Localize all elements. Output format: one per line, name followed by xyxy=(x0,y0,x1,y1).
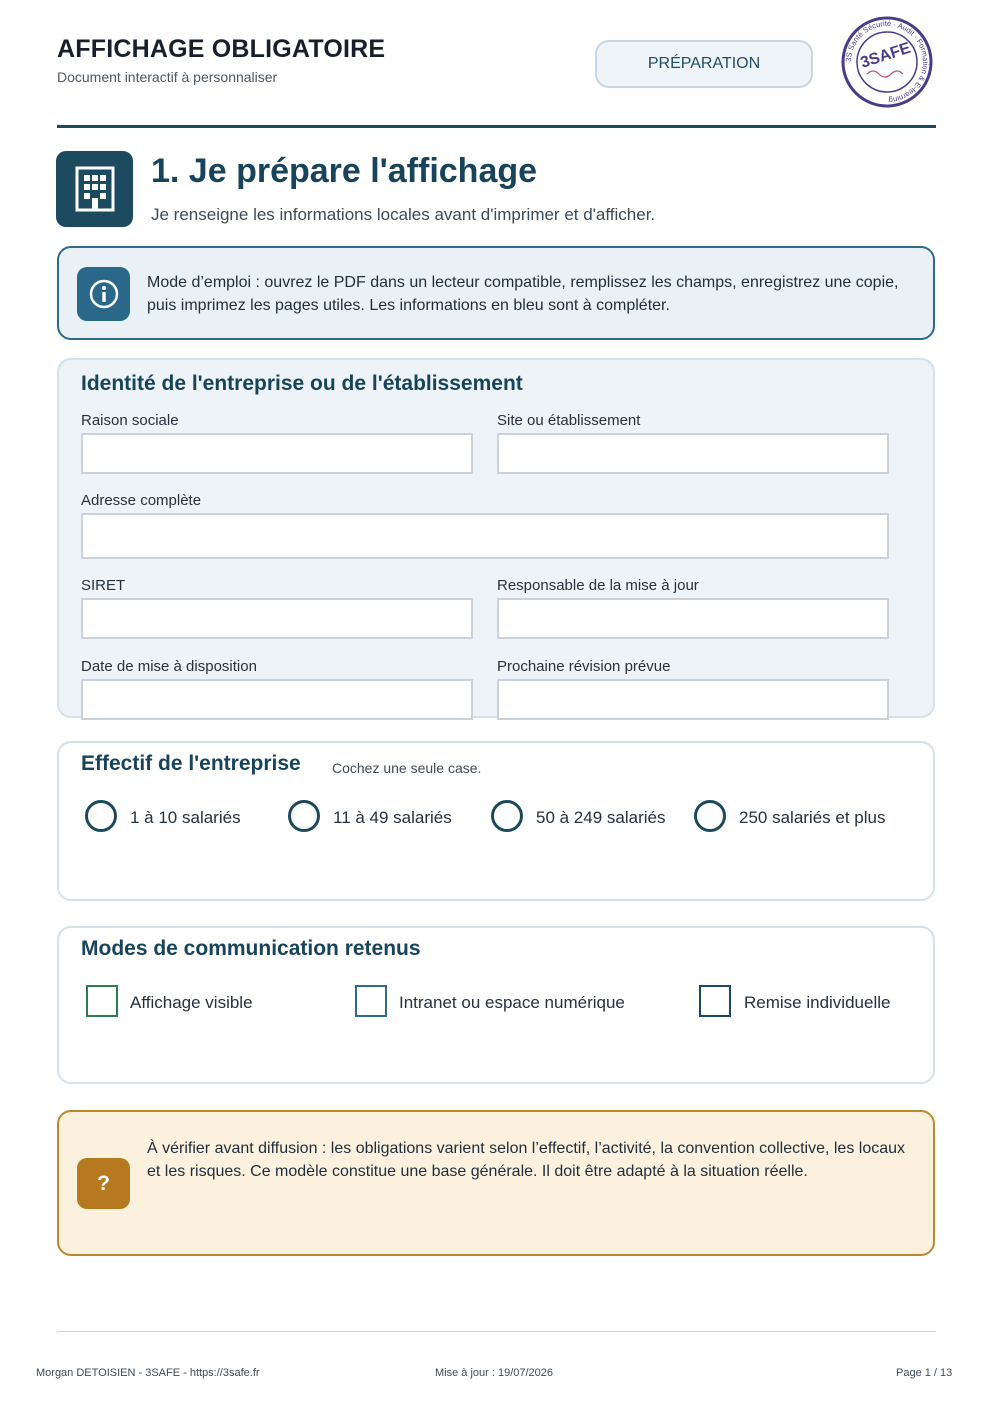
identity-panel xyxy=(57,358,935,718)
effectif-option-label: 1 à 10 salariés xyxy=(130,808,241,827)
instructions-text: Mode d’emploi : ouvrez le PDF dans un lecteur compatible, remplissez les champs, enregistrez une copie, puis imprimez les pages utiles. Les informations en bleu sont à compléter. xyxy=(147,274,899,314)
prochaine-revision-label: Prochaine révision prévue xyxy=(497,658,671,675)
effectif-panel xyxy=(57,741,935,901)
modes-option-label: Affichage visible xyxy=(130,993,253,1012)
footer-update-date: Mise à jour : 19/07/2026 xyxy=(435,1367,554,1379)
date-disposition-field[interactable] xyxy=(81,679,473,720)
footer-divider xyxy=(57,1331,936,1332)
responsable-label: Responsable de la mise à jour xyxy=(497,577,699,594)
document-subtitle: Document interactif à personnaliser xyxy=(57,69,278,85)
effectif-hint: Cochez une seule case. xyxy=(332,760,482,776)
raison-sociale-field[interactable] xyxy=(81,433,473,474)
date-disposition-label: Date de mise à disposition xyxy=(81,658,257,675)
warning-text: À vérifier avant diffusion : les obligations varient selon l’effectif, l’activité, la convention collective, les locaux et les risques. Ce modèle constitue une base générale. Il doit être adapté à la situation réelle. xyxy=(147,1140,906,1180)
site-label: Site ou établissement xyxy=(497,412,641,429)
raison-sociale-label: Raison sociale xyxy=(81,412,179,429)
effectif-radio-50-249[interactable] xyxy=(491,800,523,832)
modes-option-label: Intranet ou espace numérique xyxy=(399,993,625,1012)
effectif-radio-11-49[interactable] xyxy=(288,800,320,832)
remise-individuelle-checkbox[interactable] xyxy=(699,985,731,1017)
verification-warning-callout xyxy=(57,1110,935,1256)
communication-modes-panel xyxy=(57,926,935,1084)
section-title: 1. Je prépare l'affichage xyxy=(151,152,538,190)
modes-option-label: Remise individuelle xyxy=(744,993,891,1012)
section-subtitle: Je renseigne les informations locales avant d'imprimer et d'afficher. xyxy=(151,205,656,224)
adresse-field[interactable] xyxy=(81,513,889,559)
identity-panel-title: Identité de l'entreprise ou de l'établissement xyxy=(81,372,523,395)
effectif-option-label: 11 à 49 salariés xyxy=(333,808,452,827)
info-icon xyxy=(77,267,130,321)
company-seal-logo xyxy=(839,16,935,108)
building-icon xyxy=(56,151,133,227)
siret-field[interactable] xyxy=(81,598,473,639)
seal-ring-text: 3S Santé Sécurité · Audit · Formation & E-learning xyxy=(843,18,931,106)
header-divider xyxy=(57,125,936,128)
question-icon: ? xyxy=(77,1158,130,1209)
effectif-radio-250-plus[interactable] xyxy=(694,800,726,832)
effectif-option-label: 250 salariés et plus xyxy=(739,808,886,827)
modes-panel-title: Modes de communication retenus xyxy=(81,937,421,960)
footer-author: Morgan DETOISIEN - 3SAFE - https://3safe.fr xyxy=(36,1367,260,1379)
responsable-field[interactable] xyxy=(497,598,889,639)
effectif-radio-1-10[interactable] xyxy=(85,800,117,832)
instructions-callout xyxy=(57,246,935,340)
phase-badge: PRÉPARATION xyxy=(595,40,813,88)
adresse-label: Adresse complète xyxy=(81,492,202,509)
site-field[interactable] xyxy=(497,433,889,474)
seal-logo-text: 3SAFE xyxy=(858,39,913,72)
effectif-option-label: 50 à 249 salariés xyxy=(536,808,666,827)
siret-label: SIRET xyxy=(81,577,126,594)
footer-page-number: Page 1 / 13 xyxy=(896,1367,953,1379)
affichage-visible-checkbox[interactable] xyxy=(86,985,118,1017)
prochaine-revision-field[interactable] xyxy=(497,679,889,720)
intranet-checkbox[interactable] xyxy=(355,985,387,1017)
effectif-panel-title: Effectif de l'entreprise xyxy=(81,752,301,775)
document-title: AFFICHAGE OBLIGATOIRE xyxy=(57,35,386,63)
